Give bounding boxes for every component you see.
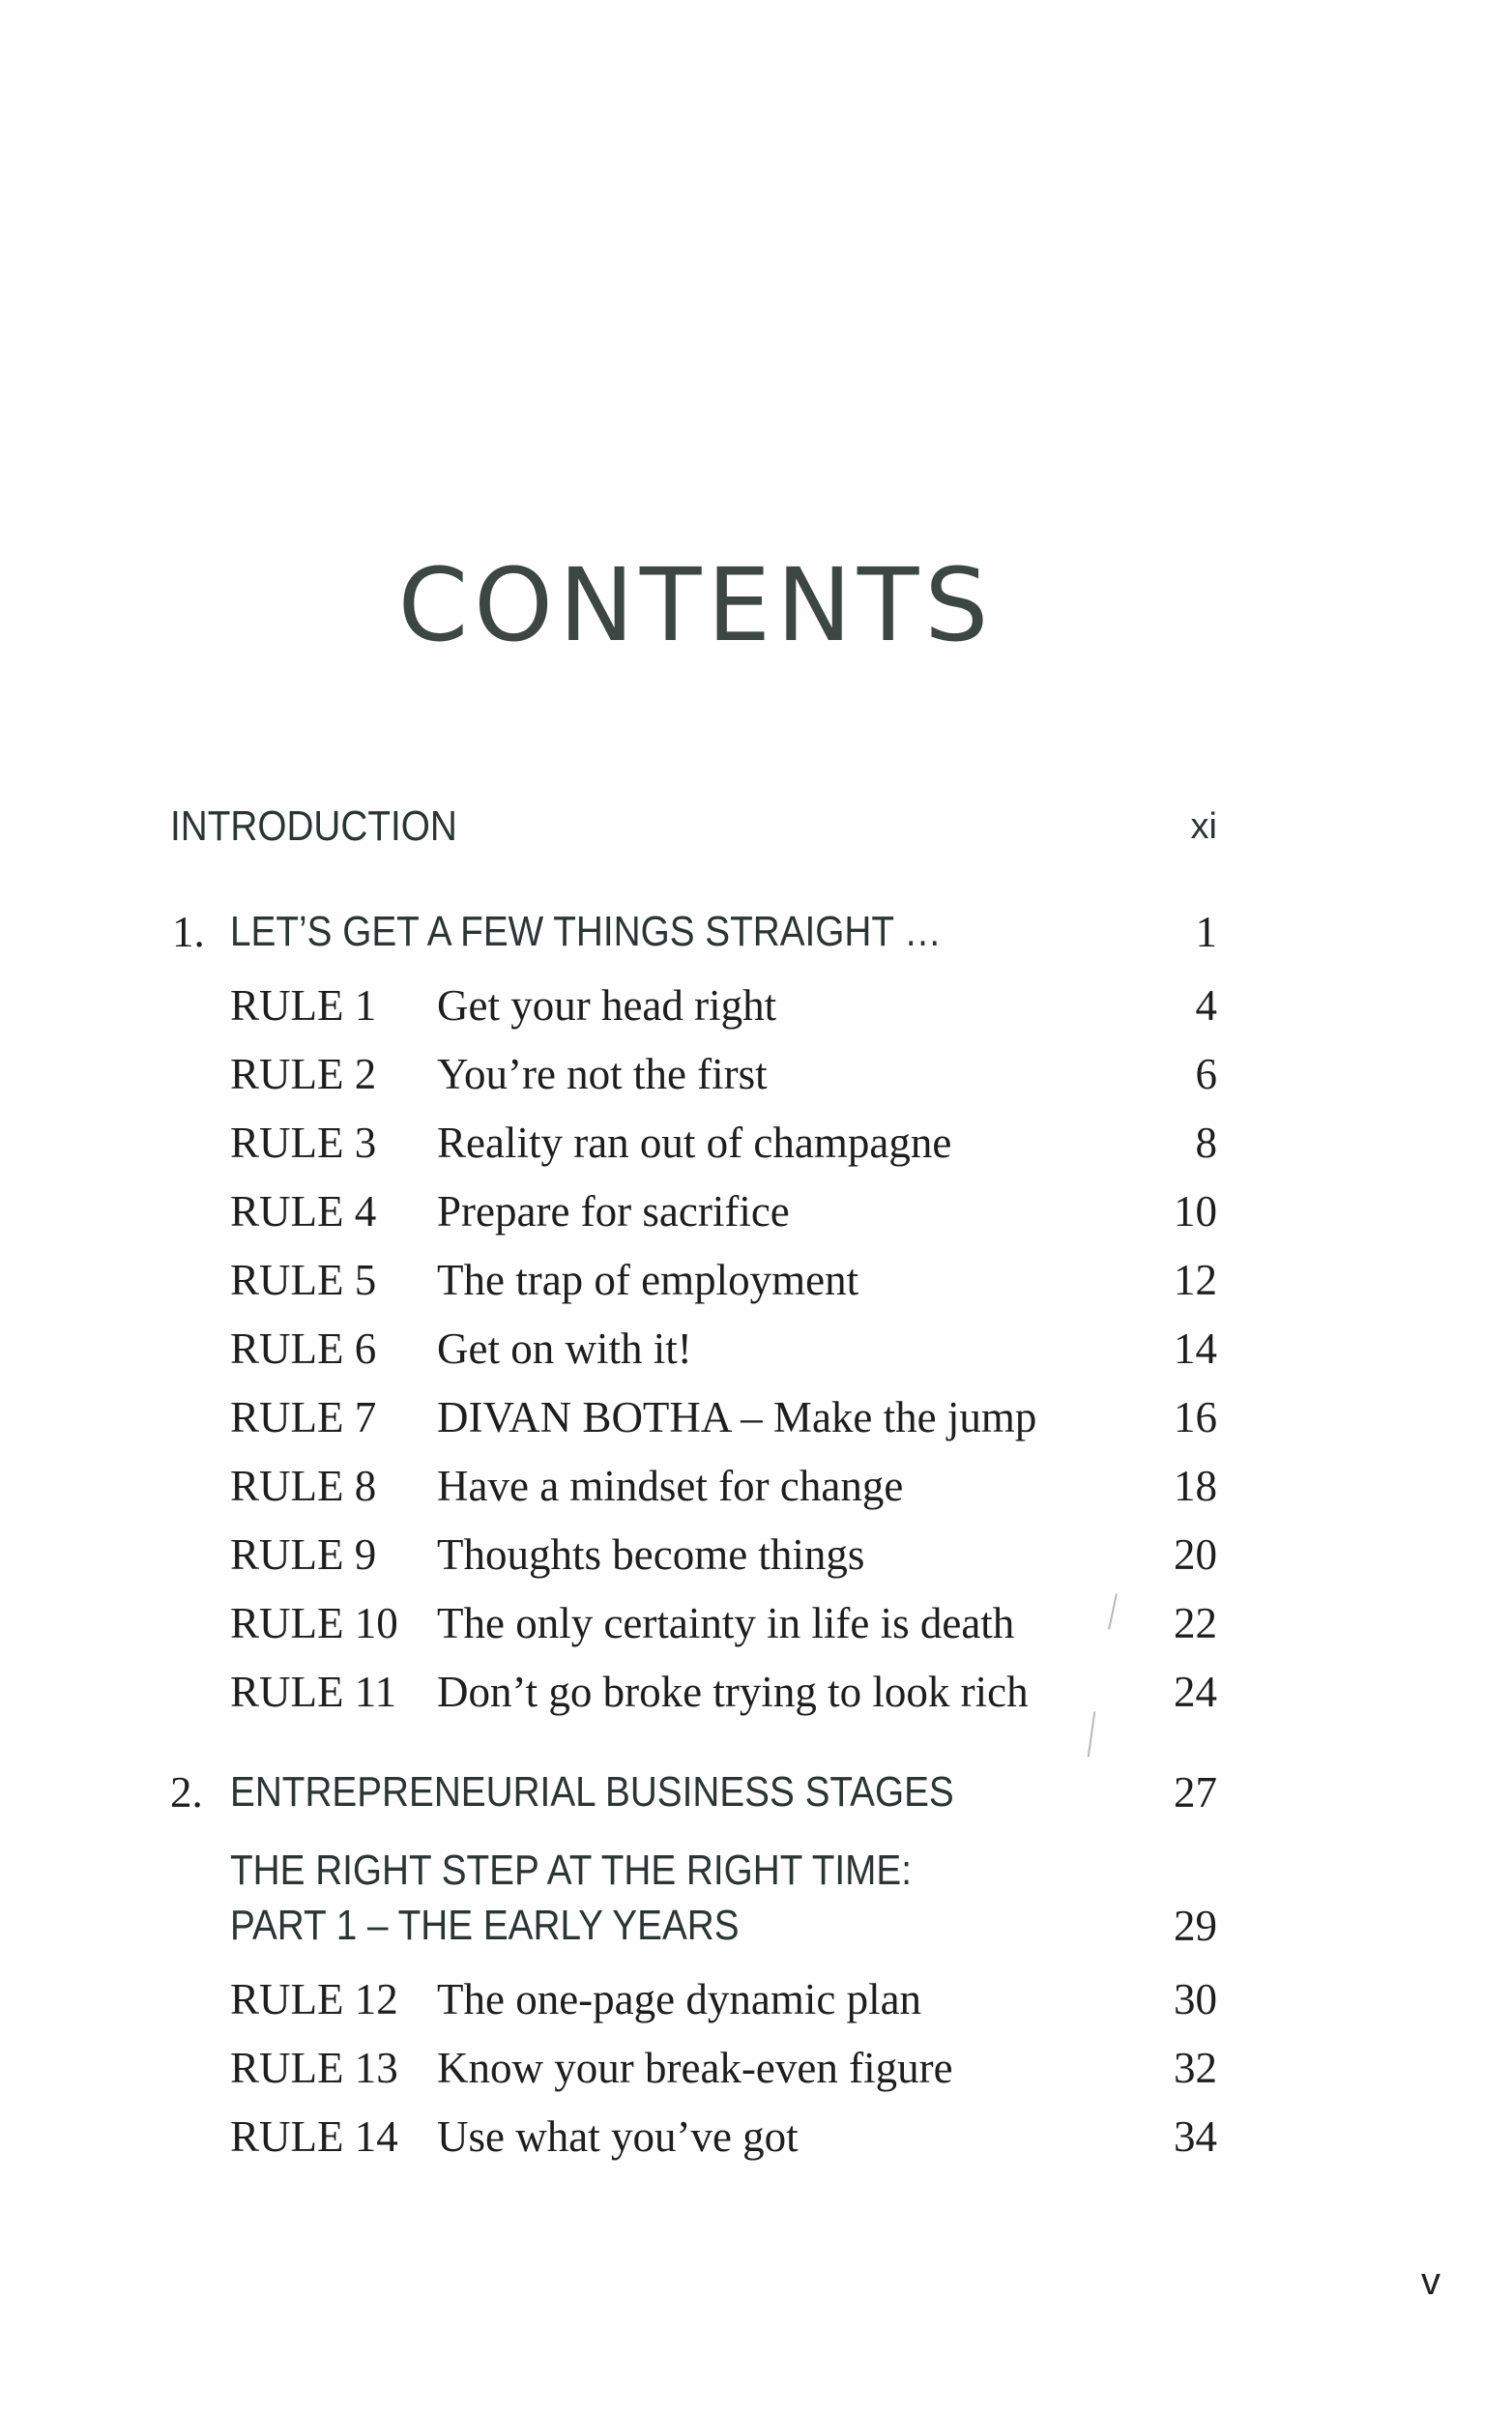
toc-rule-8 [0,1457,1512,1515]
rule-label: RULE 7 [230,1393,377,1441]
toc-rule-4 [0,1182,1512,1240]
toc-rule-11 [0,1663,1512,1721]
toc-rule-10 [0,1594,1512,1652]
rule-title: Get on with it! [437,1324,692,1373]
rule-label: RULE 2 [230,1050,377,1098]
toc-rule-9 [0,1526,1512,1584]
rule-label: RULE 5 [230,1256,377,1304]
rule-title: Know your break-even figure [437,2044,953,2092]
rule-page: 10 [1174,1187,1217,1236]
toc-rule-6 [0,1320,1512,1378]
toc-rule-2 [0,1045,1512,1103]
rule-label: RULE 11 [230,1668,397,1716]
chapter-number: 1. [172,908,205,956]
introduction-label: INTRODUCTION [170,802,457,850]
toc-rule-7 [0,1388,1512,1446]
toc-rule-12 [0,1970,1512,2028]
rule-label: RULE 13 [230,2044,398,2092]
chapter-number: 2. [170,1768,203,1817]
toc-section-heading [0,1842,1512,1900]
rule-title: Reality ran out of champagne [437,1119,952,1167]
toc-rule-13 [0,2039,1512,2097]
chapter-title: ENTREPRENEURIAL BUSINESS STAGES [230,1768,954,1816]
rule-title: Don’t go broke trying to look rich [437,1668,1029,1716]
rule-label: RULE 8 [230,1462,377,1510]
rule-label: RULE 14 [230,2112,398,2161]
chapter-page: 27 [1174,1768,1217,1817]
rule-label: RULE 10 [230,1599,398,1647]
rule-page: 18 [1174,1462,1217,1510]
rule-title: Have a mindset for change [437,1462,904,1510]
introduction-page: xi [1190,806,1217,847]
rule-page: 8 [1195,1119,1217,1167]
rule-label: RULE 6 [230,1324,377,1373]
chapter-title: LET’S GET A FEW THINGS STRAIGHT … [230,908,942,955]
rule-title: Get your head right [437,981,777,1030]
rule-title: Thoughts become things [437,1530,865,1579]
rule-label: RULE 9 [230,1530,377,1579]
rule-page: 20 [1174,1530,1217,1579]
rule-label: RULE 1 [230,981,377,1030]
rule-page: 30 [1174,1975,1217,2023]
rule-page: 22 [1174,1599,1217,1647]
rule-page: 16 [1174,1393,1217,1441]
rule-label: RULE 3 [230,1119,377,1167]
toc-chapter-2 [0,1763,1512,1821]
rule-page: 6 [1195,1050,1217,1098]
rule-title: The one-page dynamic plan [437,1975,922,2023]
section-title-line-1: THE RIGHT STEP AT THE RIGHT TIME: [230,1847,912,1894]
chapter-page: 1 [1195,908,1217,956]
rule-label: RULE 4 [230,1187,377,1236]
toc-rule-1 [0,976,1512,1034]
page-title: CONTENTS [397,546,995,664]
rule-page: 12 [1174,1256,1217,1304]
section-page: 29 [1174,1902,1217,1950]
toc-rule-14 [0,2108,1512,2166]
rule-page: 34 [1174,2112,1217,2161]
section-title-line-2: PART 1 – THE EARLY YEARS [230,1902,740,1949]
rule-title: The trap of employment [437,1256,859,1304]
rule-title: You’re not the first [437,1050,768,1098]
rule-page: 4 [1195,981,1217,1030]
rule-title: The only certainty in life is death [437,1599,1015,1647]
toc-rule-3 [0,1114,1512,1172]
toc-entry-introduction [0,798,1512,856]
rule-page: 14 [1174,1324,1217,1373]
rule-page: 24 [1174,1668,1217,1716]
rule-label: RULE 12 [230,1975,398,2023]
toc-chapter-1 [0,903,1512,961]
rule-page: 32 [1174,2044,1217,2092]
toc-rule-5 [0,1251,1512,1309]
rule-title: Use what you’ve got [437,2112,799,2161]
toc-section-heading-2 [0,1897,1512,1955]
rule-title: Prepare for sacrifice [437,1187,790,1236]
page-folio: v [1421,2260,1440,2303]
rule-title: DIVAN BOTHA – Make the jump [437,1393,1037,1441]
